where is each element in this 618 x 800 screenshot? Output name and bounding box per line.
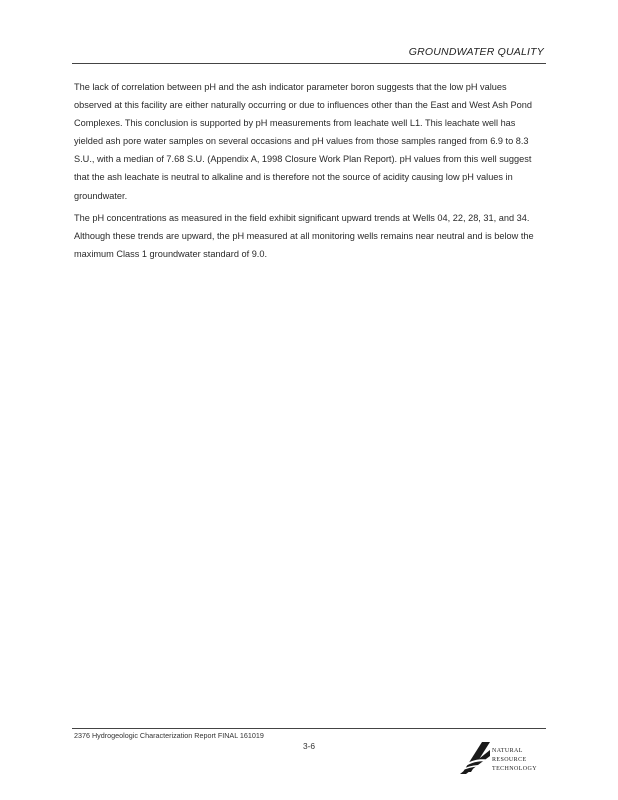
- page-number: 3-6: [302, 741, 316, 751]
- body-paragraph-1: The lack of correlation between pH and the ash indicator parameter boron suggests that the low pH values observed at this facility are either naturally occurring or due to influences other than the East and West Ash Pond Complexes. This conclusion is supported by pH measurements from leachate well L1. This leachate well has yielded ash pore water samples on several occasions and pH values from those samples ranged from 6.9 to 8.3 S.U., with a median of 7.68 S.U. (Appendix A, 1998 Closure Work Plan Report). pH values from this well suggest that the ash leachate is neutral to alkaline and is therefore not the source of acidity causing low pH values in groundwater.: [74, 82, 532, 201]
- body-paragraph-2: The pH concentrations as measured in the field exhibit significant upward trends at Wells 04, 22, 28, 31, and 34. Although these trends are upward, the pH measured at all monitoring wells remains near neutral and is below the maximum Class 1 groundwater standard of 9.0.: [74, 213, 534, 260]
- logo-line-1: NATURAL: [492, 748, 523, 754]
- logo-line-3: TECHNOLOGY: [492, 766, 537, 772]
- logo-line-2: RESOURCE: [492, 757, 527, 763]
- natural-resource-technology-logo-icon: [460, 738, 492, 778]
- footer-document-title: 2376 Hydrogeologic Characterization Report FINAL 161019: [74, 731, 264, 740]
- company-logo: [460, 738, 550, 778]
- header-divider: [72, 63, 546, 64]
- footer-divider: [72, 728, 546, 729]
- logo-wordmark: [492, 747, 537, 774]
- section-title: GROUNDWATER QUALITY: [408, 46, 544, 58]
